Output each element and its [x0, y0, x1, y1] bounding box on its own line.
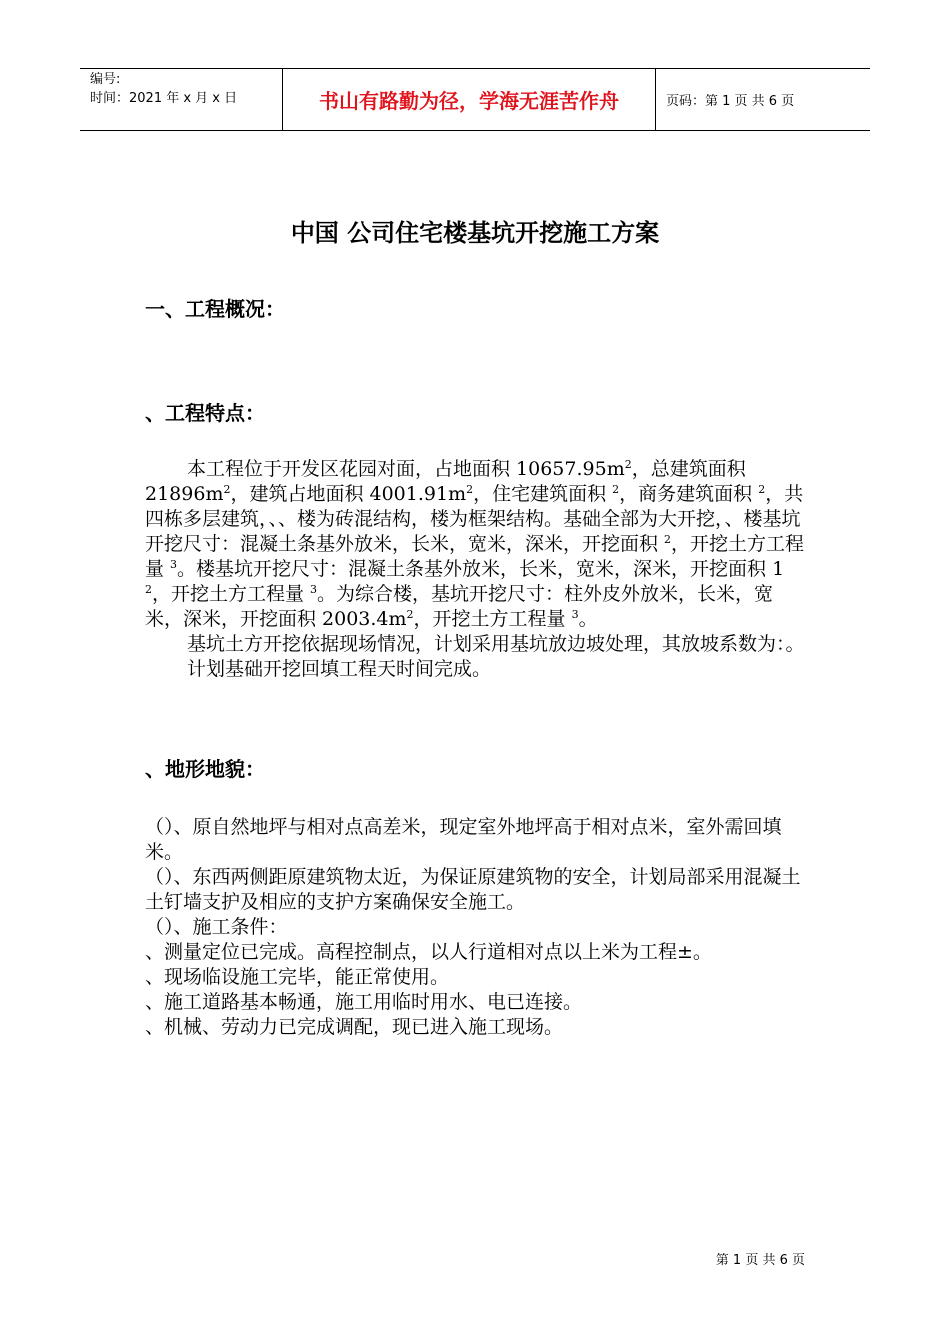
text-run: ，共四栋多层建筑，、、楼为砖混结构，楼为框架结构。基础全部为大开挖，、楼基坑开挖尺寸：混凝土条基外放米，长米，宽米，深米，开挖面积 — [145, 483, 804, 555]
superscript: 2 — [758, 483, 766, 496]
superscript: 3 — [310, 583, 318, 596]
text-run: ，总建筑面积 21896m — [145, 458, 746, 505]
section-heading-terrain: 、地形地貌： — [145, 757, 265, 781]
document-title: 中国 公司住宅楼基坑开挖施工方案 — [290, 219, 660, 247]
paragraph-excavation-slope: 基坑土方开挖依据现场情况，计划采用基坑放边坡处理，其放坡系数为：。 — [187, 633, 805, 655]
text-run: 。为综合楼，基坑开挖尺寸：柱外皮外放米，长米，宽米，深米，开挖面积 2003.4m — [145, 583, 774, 630]
terrain-item: （）、东西两侧距原建筑物太近，为保证原建筑物的安全，计划局部采用混凝土土钉墙支护及相应的支护方案确保安全施工。 — [145, 866, 801, 913]
section-heading-project-features: 、工程特点： — [145, 401, 265, 425]
text-run: ，建筑占地面积 4001.91m — [230, 483, 467, 505]
terrain-body — [145, 815, 810, 1040]
text-run: 本工程位于开发区花园对面，占地面积 10657.95m — [187, 458, 625, 480]
header-motto: 书山有路勤为径，学海无涯苦作舟 — [282, 69, 656, 130]
document-date: 时间：2021 年 x 月 x 日 — [90, 91, 238, 106]
superscript: 2 — [145, 583, 152, 596]
paragraph-schedule: 计划基础开挖回填工程天时间完成。 — [187, 658, 492, 680]
terrain-item: 、施工道路基本畅通，施工用临时用水、电已连接。 — [145, 991, 583, 1013]
header-meta — [80, 69, 282, 130]
terrain-item: （）、施工条件： — [145, 916, 288, 938]
text-run: ，商务建筑面积 — [619, 483, 759, 505]
text-run: ，开挖土方工程量 — [413, 608, 572, 630]
superscript: 2 — [664, 533, 672, 546]
text-run: ，开挖土方工程量 — [152, 583, 311, 605]
text-run: ，开挖土方工程量 — [145, 533, 805, 580]
terrain-item: 、现场临设施工完毕，能正常使用。 — [145, 966, 450, 988]
superscript: 3 — [571, 608, 579, 621]
project-features-body — [145, 457, 810, 682]
page-header — [80, 68, 870, 131]
text-run: 。楼基坑开挖尺寸：混凝土条基外放米，长米，宽米，深米，开挖面积 1 — [177, 558, 785, 580]
superscript: 2 — [466, 483, 474, 496]
text-run: 。 — [578, 608, 598, 630]
superscript: 3 — [170, 558, 178, 571]
document-number-label: 编号: — [90, 72, 121, 87]
terrain-item: 、机械、劳动力已完成调配，现已进入施工现场。 — [145, 1016, 564, 1038]
terrain-item: 、测量定位已完成。高程控制点，以人行道相对点以上米为工程±。 — [145, 941, 712, 963]
paragraph-project-description — [145, 457, 810, 632]
superscript: 2 — [624, 458, 632, 471]
header-page-info: 页码：第 1 页 共 6 页 — [666, 94, 795, 109]
page-footer: 第 1 页 共 6 页 — [715, 1253, 805, 1268]
terrain-item: （）、原自然地坪与相对点高差米，现定室外地坪高于相对点米，室外需回填米。 — [145, 816, 782, 863]
text-run: ，住宅建筑面积 — [473, 483, 613, 505]
section-heading-project-overview: 一、工程概况： — [145, 297, 285, 321]
superscript: 2 — [612, 483, 620, 496]
superscript: 2 — [223, 483, 231, 496]
superscript: 2 — [406, 608, 414, 621]
